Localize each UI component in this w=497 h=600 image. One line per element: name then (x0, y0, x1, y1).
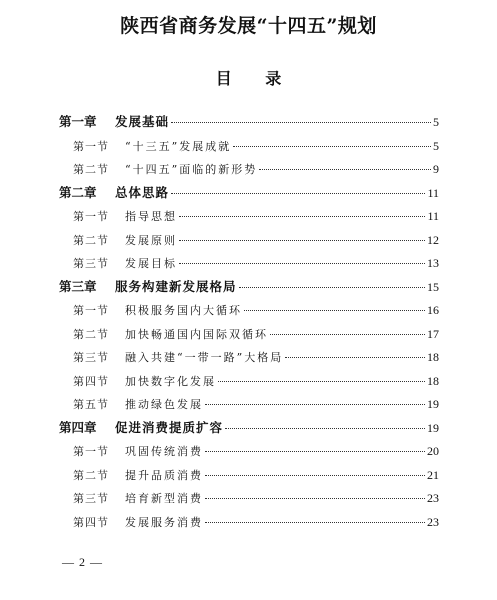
toc-entry-page-number: 23 (427, 514, 439, 529)
toc-entry-page-number: 20 (427, 444, 439, 458)
toc-entry-page-number: 9 (433, 162, 439, 176)
toc-entry-page-number: 16 (427, 303, 439, 317)
dot-leader (270, 334, 425, 335)
toc-entry-number: 第一节 (73, 304, 109, 317)
toc-entry-title: 发展目标 (125, 257, 177, 270)
toc-chapter-row[interactable] (59, 416, 439, 440)
toc-section-row[interactable] (73, 251, 439, 275)
toc-entry-page-number: 5 (433, 115, 439, 129)
document-title: 陕西省商务发展“十四五”规划 (120, 15, 377, 37)
toc-entry-page-number: 13 (427, 256, 439, 270)
toc-entry-title: 融入共建“一带一路”大格局 (125, 351, 284, 364)
toc-entry-number: 第二节 (73, 468, 109, 482)
dot-leader (179, 263, 425, 264)
dot-leader (233, 146, 431, 147)
toc-entry-page-number: 19 (427, 420, 439, 435)
toc-chapter-row[interactable] (59, 110, 439, 134)
dot-leader (171, 122, 431, 123)
toc-section-row[interactable] (73, 392, 439, 416)
dot-leader (205, 451, 425, 452)
dot-leader (225, 428, 425, 429)
toc-entry-page-number: 18 (427, 373, 439, 388)
toc-section-row[interactable] (73, 298, 439, 322)
toc-entry-number: 第二节 (73, 327, 109, 341)
toc-entry-number: 第三节 (73, 351, 109, 364)
page-number-footer: — 2 — (62, 555, 103, 569)
dot-leader (218, 381, 425, 382)
toc-entry-title: 加快畅通国内国际双循环 (125, 327, 268, 341)
toc-entry-page-number: 19 (427, 397, 439, 411)
toc-entry-page-number: 11 (427, 185, 439, 200)
toc-entry-number: 第四节 (73, 515, 109, 529)
toc-entry-number: 第二节 (73, 163, 109, 176)
toc-entry-title: “十三五”发展成就 (125, 139, 232, 153)
toc-entry-number: 第一章 (59, 114, 97, 129)
toc-section-row[interactable] (73, 439, 439, 463)
dot-leader (205, 475, 425, 476)
dot-leader (205, 498, 425, 499)
toc-chapter-row[interactable] (59, 181, 439, 205)
toc-entry-title: 培育新型消费 (125, 492, 203, 505)
toc-entry-title: “十四五”面临的新形势 (125, 163, 258, 176)
toc-entry-number: 第一节 (73, 139, 109, 153)
toc-entry-title: 提升品质消费 (125, 468, 203, 482)
toc-entry-title: 总体思路 (115, 184, 170, 200)
toc-entry-page-number: 17 (427, 326, 439, 341)
dot-leader (239, 287, 425, 288)
toc-entry-title: 促进消费提质扩容 (115, 419, 224, 435)
toc-entry-number: 第三节 (73, 492, 109, 505)
toc-entry-number: 第三节 (73, 257, 109, 270)
toc-entry-page-number: 5 (433, 138, 439, 153)
toc-entry-title: 发展服务消费 (125, 515, 203, 529)
toc-section-row[interactable] (73, 463, 439, 487)
toc-section-row[interactable] (73, 369, 439, 393)
toc-entry-title: 推动绿色发展 (125, 398, 203, 411)
toc-heading: 目 录 (215, 69, 296, 88)
toc-section-row[interactable] (73, 486, 439, 510)
toc-section-row[interactable] (73, 134, 439, 158)
toc-entry-page-number: 11 (427, 209, 439, 223)
toc-entry-title: 指导思想 (125, 210, 177, 223)
toc-entry-page-number: 23 (427, 491, 439, 505)
toc-entry-number: 第四章 (59, 419, 97, 435)
toc-entry-title: 发展原则 (125, 233, 177, 247)
dot-leader (205, 522, 425, 523)
toc-chapter-row[interactable] (59, 275, 439, 299)
toc-section-row[interactable] (73, 510, 439, 534)
toc-entry-number: 第三章 (59, 278, 97, 294)
toc-entry-title: 加快数字化发展 (125, 374, 216, 388)
toc-entry-title: 巩固传统消费 (125, 445, 203, 458)
dot-leader (244, 310, 425, 311)
toc-section-row[interactable] (73, 345, 439, 369)
toc-entry-title: 积极服务国内大循环 (125, 304, 242, 317)
toc-entry-page-number: 21 (427, 467, 439, 482)
toc-entry-number: 第一节 (73, 210, 109, 223)
dot-leader (179, 216, 425, 217)
dot-leader (179, 240, 425, 241)
toc-entry-number: 第四节 (73, 374, 109, 388)
toc-entry-title: 发展基础 (115, 114, 170, 129)
dot-leader (259, 169, 431, 170)
toc-entry-page-number: 15 (427, 279, 439, 294)
dot-leader (171, 193, 425, 194)
toc-entry-number: 第五节 (73, 398, 109, 411)
toc-section-row[interactable] (73, 204, 439, 228)
toc-entry-page-number: 18 (427, 350, 439, 364)
toc-entry-title: 服务构建新发展格局 (115, 278, 237, 294)
toc-section-row[interactable] (73, 157, 439, 181)
toc-entry-page-number: 12 (427, 232, 439, 247)
toc-entry-number: 第一节 (73, 445, 109, 458)
toc-entry-number: 第二节 (73, 233, 109, 247)
toc-entry-number: 第二章 (59, 184, 97, 200)
toc-section-row[interactable] (73, 228, 439, 252)
dot-leader (285, 357, 425, 358)
dot-leader (205, 404, 425, 405)
toc-section-row[interactable] (73, 322, 439, 346)
